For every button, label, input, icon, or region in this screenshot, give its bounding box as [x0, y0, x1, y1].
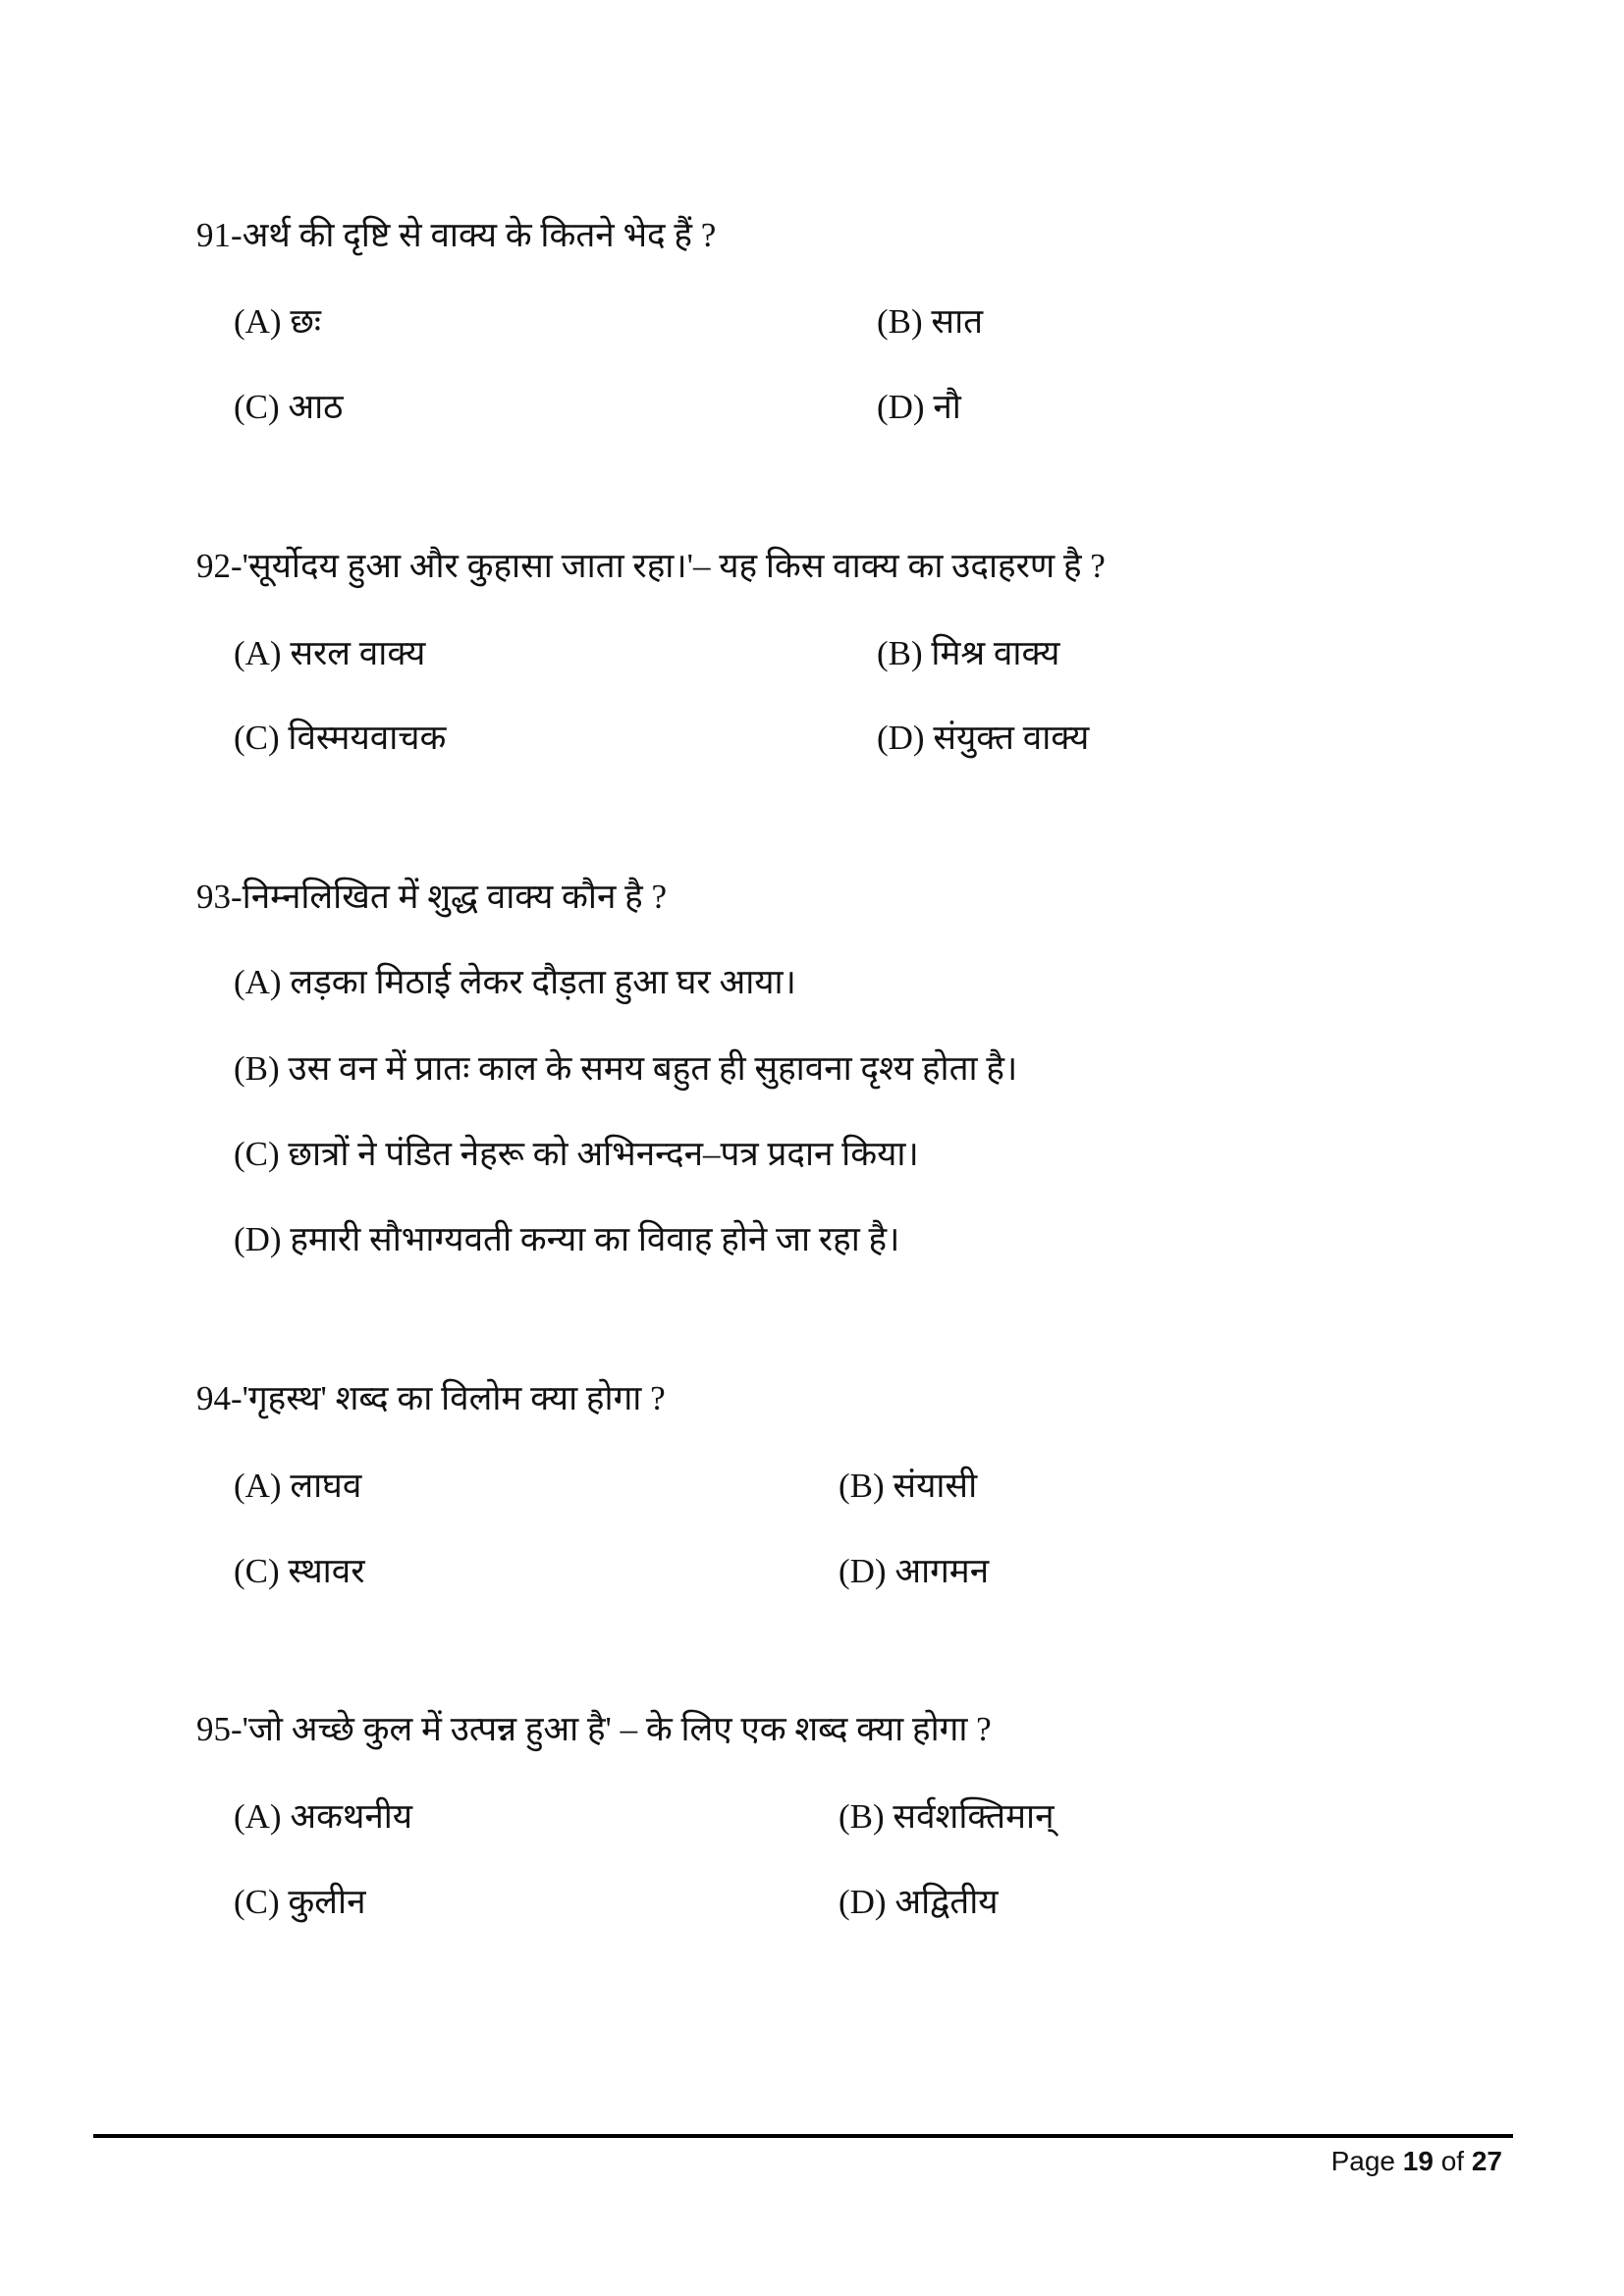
option-c: (C) विस्मयवाचक	[234, 719, 447, 757]
option-d: (D) आगमन	[839, 1552, 990, 1590]
option-a: (A) छः	[234, 302, 321, 341]
option-b: (B) सात	[877, 302, 984, 341]
of-label: of	[1440, 2146, 1465, 2176]
option-c: (C) आठ	[234, 388, 344, 426]
footer-divider	[93, 2134, 1513, 2138]
option-d: (D) नौ	[877, 388, 961, 426]
option-b: (B) सर्वशक्तिमान्	[839, 1797, 1055, 1836]
page-current: 19	[1402, 2146, 1434, 2176]
option-c: (C) छात्रों ने पंडित नेहरू को अभिनन्दन–पत्र प्रदान किया।	[234, 1135, 919, 1173]
question-text: 91-अर्थ की दृष्टि से वाक्य के कितने भेद हैं ?	[196, 216, 717, 254]
option-a: (A) सरल वाक्य	[234, 634, 426, 672]
option-c: (C) स्थावर	[234, 1552, 365, 1590]
question-text: 95-'जो अच्छे कुल में उत्पन्न हुआ है' – के लिए एक शब्द क्या होगा ?	[196, 1710, 992, 1748]
option-d: (D) संयुक्त वाक्य	[877, 719, 1090, 757]
option-d: (D) अद्वितीय	[839, 1883, 999, 1921]
option-b: (B) उस वन में प्रातः काल के समय बहुत ही सुहावना दृश्य होता है।	[234, 1049, 1018, 1088]
option-d: (D) हमारी सौभाग्यवती कन्या का विवाह होने जा रहा है।	[234, 1220, 900, 1258]
option-c: (C) कुलीन	[234, 1883, 366, 1921]
page-label: Page	[1330, 2146, 1395, 2176]
question-text: 93-निम्नलिखित में शुद्ध वाक्य कौन है ?	[196, 878, 668, 916]
option-a: (A) लड़का मिठाई लेकर दौड़ता हुआ घर आया।	[234, 963, 796, 1001]
option-a: (A) अकथनीय	[234, 1797, 413, 1836]
question-text: 92-'सूर्योदय हुआ और कुहासा जाता रहा।'– यह किस वाक्य का उदाहरण है ?	[196, 547, 1106, 585]
option-a: (A) लाघव	[234, 1467, 362, 1505]
page-number	[1331, 2146, 1502, 2177]
question-text: 94-'गृहस्थ' शब्द का विलोम क्या होगा ?	[196, 1379, 666, 1417]
option-b: (B) संयासी	[839, 1467, 978, 1505]
page-total: 27	[1471, 2146, 1502, 2176]
option-b: (B) मिश्र वाक्य	[877, 634, 1060, 672]
